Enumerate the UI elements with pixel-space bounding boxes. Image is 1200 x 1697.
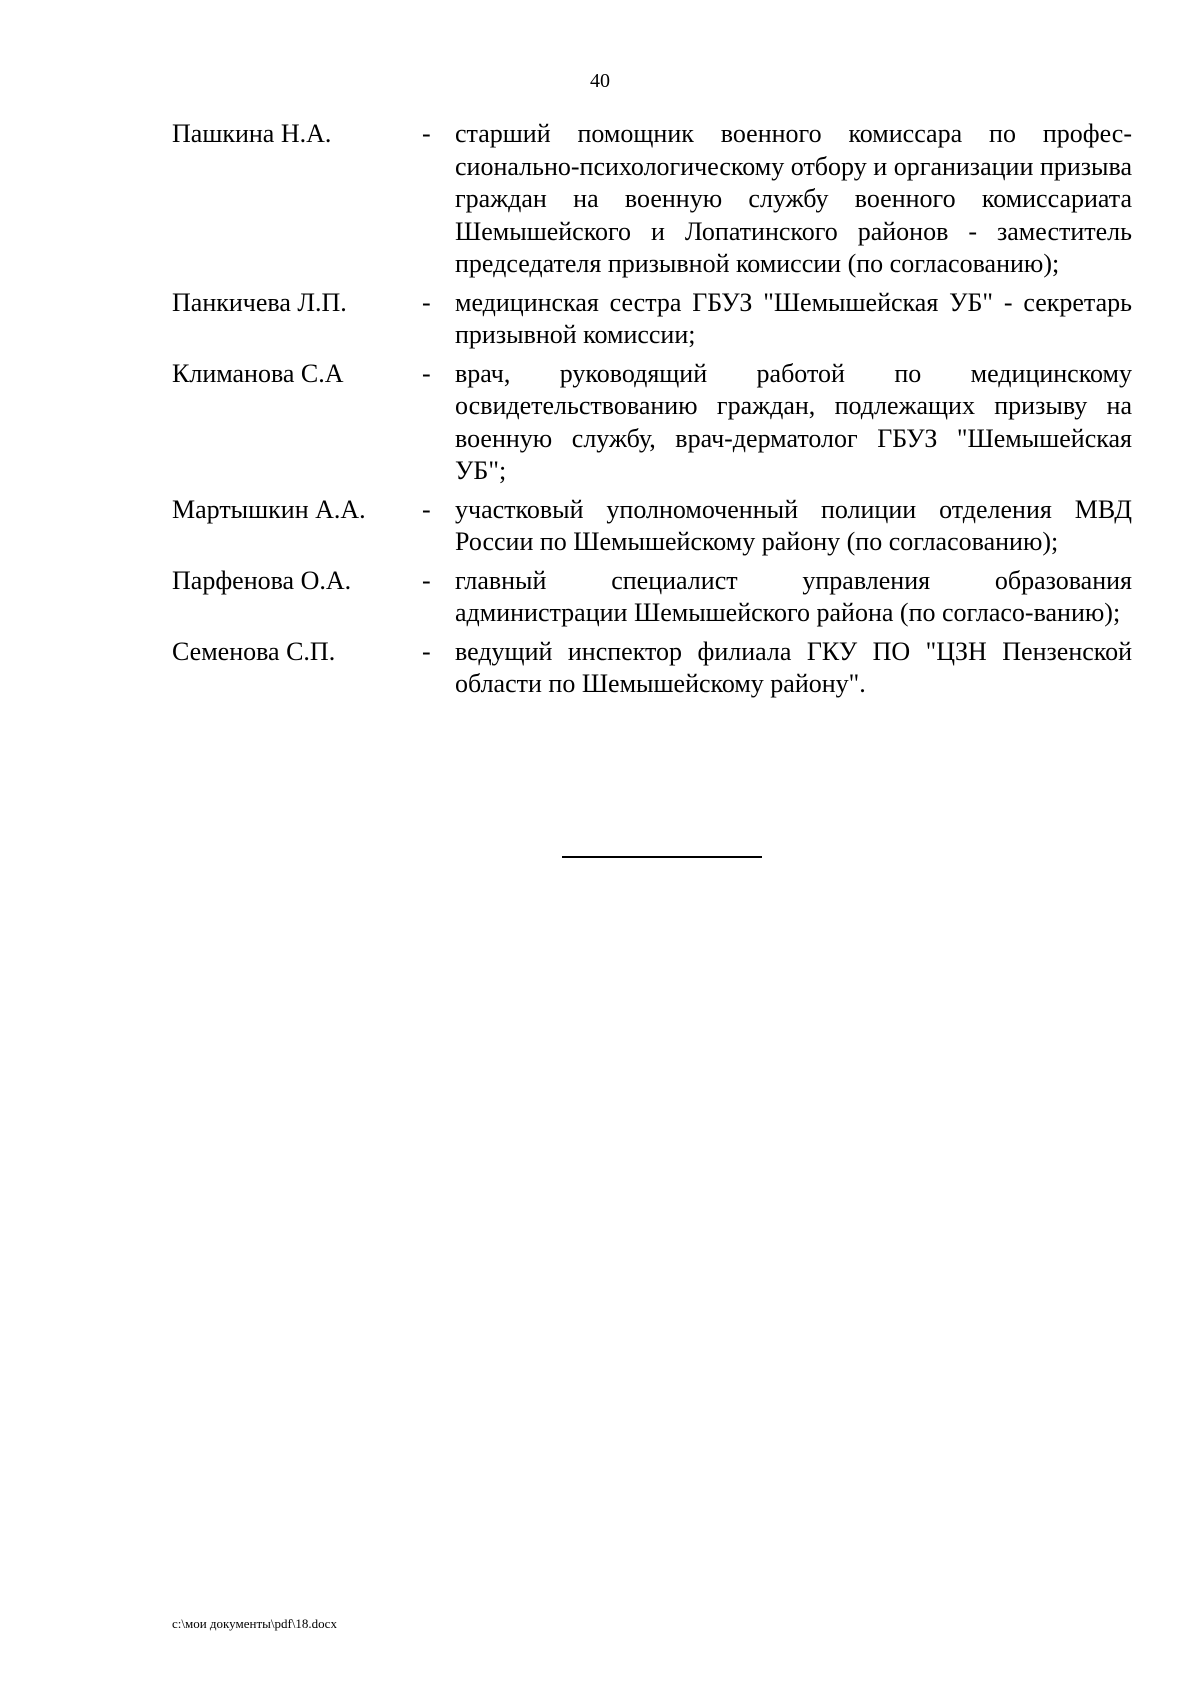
member-row (172, 636, 1132, 701)
member-description: главный специалист управления образования администрации Шемышейского района (по согласо-ванию); (455, 565, 1132, 627)
member-row (172, 118, 1132, 281)
member-name: Семенова С.П. (172, 636, 336, 666)
member-description: ведущий инспектор филиала ГКУ ПО "ЦЗН Пензенской области по Шемышейскому району". (455, 636, 1132, 698)
member-name: Климанова С.А (172, 358, 344, 388)
member-description: участковый уполномоченный полиции отделения МВД России по Шемышейскому району (по согласованию); (455, 494, 1132, 556)
member-dash: - (422, 287, 431, 317)
member-description: врач, руководящий работой по медицинскому освидетельствованию граждан, подлежащих призыву на военную службу, врач-дерматолог ГБУЗ "Шемышейская УБ"; (455, 358, 1132, 485)
member-name: Пашкина Н.А. (172, 119, 332, 148)
member-row (172, 494, 1132, 559)
member-name: Парфенова О.А. (172, 565, 352, 595)
end-separator-line (562, 856, 762, 858)
footer-file-path: c:\мои документы\pdf\18.docx (172, 1616, 337, 1631)
member-dash: - (422, 494, 431, 524)
member-dash: - (422, 358, 431, 388)
commission-members-list (172, 118, 1132, 707)
member-dash: - (422, 565, 431, 595)
member-name: Мартышкин А.А. (172, 494, 366, 524)
member-row (172, 358, 1132, 488)
member-dash: - (422, 119, 431, 148)
member-row (172, 565, 1132, 630)
page-number: 40 (590, 70, 610, 92)
member-dash: - (422, 636, 431, 666)
member-description: старший помощник военного комиссара по профес-сионально-психологическому отбору и организации призыва граждан на военную службу военного комиссариата Шемышейского и Лопатинского районов - заместитель председателя призывной комиссии (по согласованию); (455, 119, 1132, 278)
member-description: медицинская сестра ГБУЗ "Шемышейская УБ" - секретарь призывной комиссии; (455, 287, 1132, 349)
member-row (172, 287, 1132, 352)
member-name: Панкичева Л.П. (172, 287, 347, 317)
